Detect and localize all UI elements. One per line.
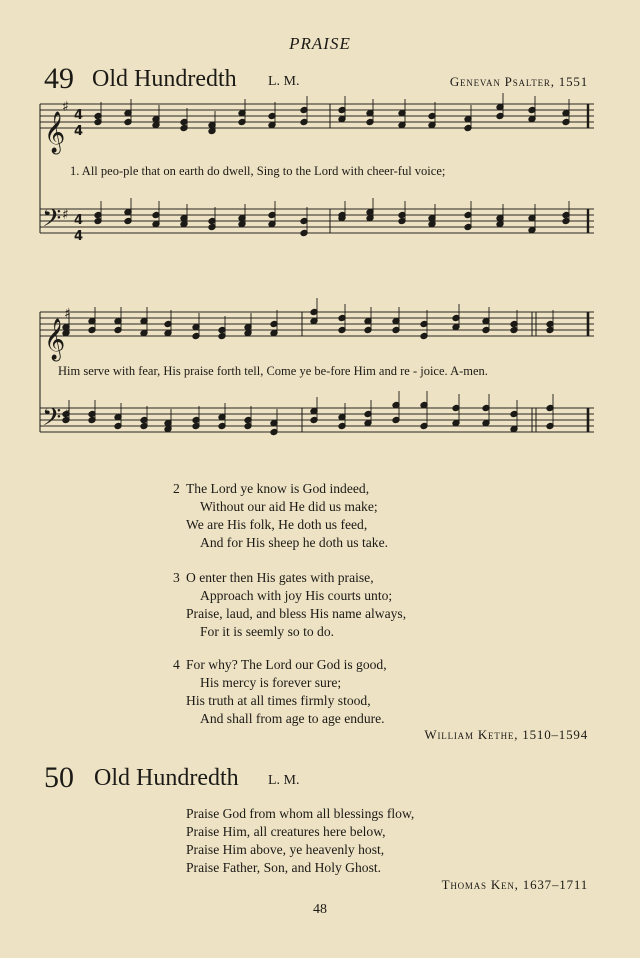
stanza-line: Approach with joy His courts unto; <box>200 588 393 603</box>
author-credit: William Kethe, 1510–1594 <box>424 727 588 742</box>
key-signature: ♯ <box>64 306 71 322</box>
stanza <box>173 656 387 728</box>
barlines <box>40 104 588 432</box>
stanza-line: And for His sheep he doth us take. <box>200 535 389 550</box>
verse-number: 2 <box>173 481 180 496</box>
section-title: PRAISE <box>289 34 351 53</box>
clefs-and-signatures <box>42 99 83 438</box>
doxology <box>186 805 414 877</box>
stanza <box>173 569 407 641</box>
treble-clef: 𝄞 <box>44 319 66 360</box>
time-sig-top: 4 <box>74 108 84 123</box>
stanza-line: We are His folk, He doth us feed, <box>186 517 368 532</box>
hymn-title: Old Hundredth <box>94 765 239 791</box>
stanza-line: His truth at all times firmly stood, <box>186 693 371 708</box>
staff-lines <box>40 104 594 432</box>
time-sig-bottom: 4 <box>74 229 84 244</box>
stanza-line: The Lord ye know is God indeed, <box>186 481 370 496</box>
stanza-line: Without our aid He did us make; <box>200 499 378 514</box>
verse-number: 4 <box>173 657 180 672</box>
hymn-number: 50 <box>44 761 74 794</box>
stanza-line: For it is seemly so to do. <box>200 624 335 639</box>
notes <box>62 93 570 436</box>
verse-number: 3 <box>173 570 180 585</box>
doxology-line: Praise God from whom all blessings flow, <box>186 806 415 821</box>
lyric-line: Him serve with fear, His praise forth tell, Come ye be-fore Him and re - joice. A-men. <box>58 364 488 378</box>
lyric-line: 1. All peo-ple that on earth do dwell, Sing to the Lord with cheer-ful voice; <box>70 164 446 178</box>
hymn-meter: L. M. <box>268 773 300 788</box>
page-number: 48 <box>313 902 327 917</box>
stanza-line: Praise, laud, and bless His name always, <box>186 606 407 621</box>
doxology-line: Praise Him above, ye heavenly host, <box>186 842 385 857</box>
bass-clef: 𝄢 <box>42 403 62 438</box>
time-sig-top: 4 <box>74 213 84 228</box>
time-sig-bottom: 4 <box>74 124 84 139</box>
stanza <box>173 480 389 552</box>
hymn-title: Old Hundredth <box>92 66 237 92</box>
doxology-line: Praise Father, Son, and Holy Ghost. <box>186 860 382 875</box>
author-credit: Thomas Ken, 1637–1711 <box>441 877 588 892</box>
hymn-meter: L. M. <box>268 74 300 89</box>
hymn-number: 49 <box>44 62 74 95</box>
stanza-line: O enter then His gates with praise, <box>186 570 374 585</box>
stanza-line: His mercy is forever sure; <box>200 675 342 690</box>
key-signature: ♯ <box>62 99 69 115</box>
bass-clef: 𝄢 <box>42 204 62 239</box>
doxology-line: Praise Him, all creatures here below, <box>186 824 386 839</box>
key-signature: ♯ <box>62 207 69 223</box>
stanza-line: For why? The Lord our God is good, <box>186 657 387 672</box>
treble-clef: 𝄞 <box>44 112 66 153</box>
key-signature: ♯ <box>64 406 71 422</box>
tune-source: Genevan Psalter, 1551 <box>449 74 588 89</box>
stanza-line: And shall from age to age endure. <box>200 711 385 726</box>
